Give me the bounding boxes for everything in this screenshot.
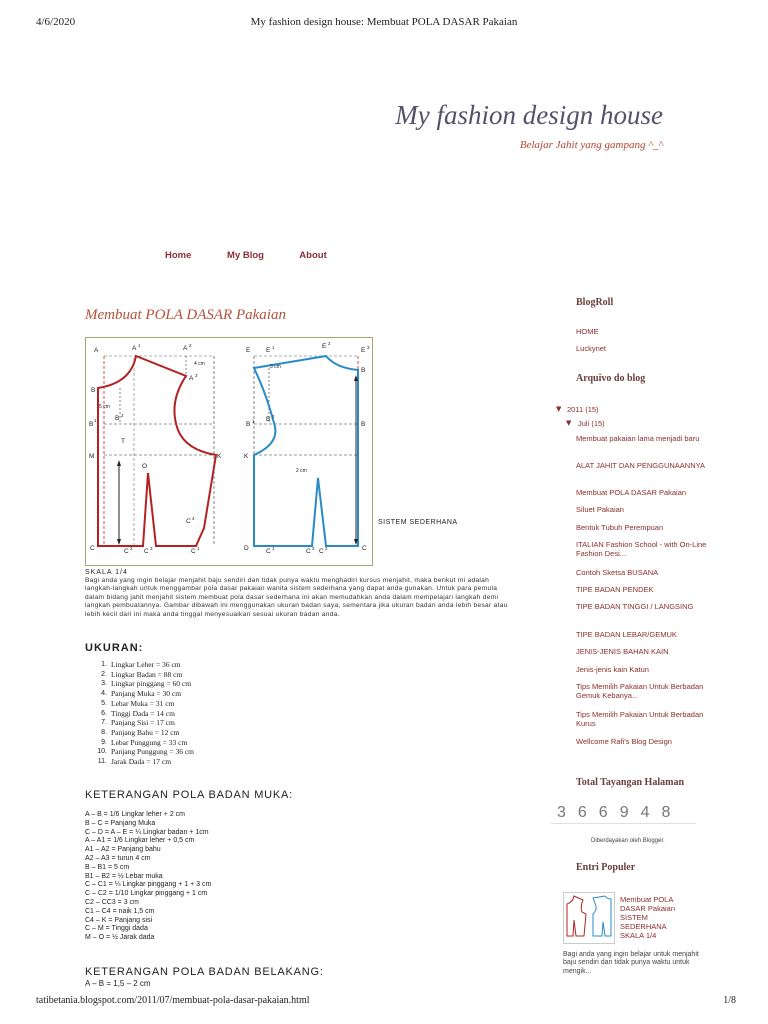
divider bbox=[551, 823, 696, 824]
nav-about[interactable]: About bbox=[299, 250, 327, 261]
svg-text:3 cm: 3 cm bbox=[270, 364, 281, 370]
list-item: 7. Panjang Sisi = 17 cm bbox=[101, 718, 175, 728]
list-item: 8. Panjang Bahu = 12 cm bbox=[101, 727, 180, 737]
pattern-drawing bbox=[86, 338, 372, 565]
list-item: 11. Jarak Dada = 17 cm bbox=[97, 757, 172, 767]
archive-year[interactable]: 2011 (15) bbox=[567, 405, 599, 414]
measurements-list bbox=[85, 660, 194, 767]
svg-text:E: E bbox=[266, 347, 271, 354]
svg-text:5 cm: 5 cm bbox=[99, 404, 110, 410]
list-item: C4 – K = Panjang sisi bbox=[85, 916, 153, 924]
archive-post-link[interactable]: Bentuk Tubuh Perempuan bbox=[576, 523, 664, 532]
list-item: C – D = A – E = ¼ Lingkar badan + 1cm bbox=[85, 828, 209, 836]
blogroll-link-home[interactable]: HOME bbox=[576, 327, 599, 336]
svg-text:3: 3 bbox=[195, 373, 198, 378]
archive-post-link[interactable]: Jenis-jenis kain Katun bbox=[576, 665, 649, 674]
svg-text:B: B bbox=[91, 387, 96, 394]
svg-text:M: M bbox=[89, 453, 95, 460]
svg-text:C: C bbox=[144, 548, 149, 555]
blogroll-link-luckynet[interactable]: Luckynet bbox=[576, 344, 607, 353]
svg-text:3: 3 bbox=[312, 546, 315, 551]
svg-text:A: A bbox=[94, 347, 99, 354]
svg-text:2: 2 bbox=[121, 413, 124, 418]
list-item: C – C2 = 1/10 Lingkar pinggang + 1 cm bbox=[85, 890, 208, 898]
list-item: C1 – C4 = naik 1,5 cm bbox=[85, 907, 155, 915]
svg-text:K: K bbox=[217, 453, 222, 460]
svg-text:A: A bbox=[183, 345, 188, 352]
list-item: 5. Lebar Muka = 31 cm bbox=[101, 698, 175, 708]
svg-text:1: 1 bbox=[138, 343, 141, 348]
figure-caption: SISTEM SEDERHANA bbox=[378, 519, 458, 526]
archive-month[interactable]: Juli (15) bbox=[578, 419, 605, 428]
pageviews-heading: Total Tayangan Halaman bbox=[576, 777, 685, 788]
archive-post-link[interactable]: TIPE BADAN PENDEK bbox=[576, 585, 654, 594]
svg-text:E: E bbox=[322, 343, 327, 350]
blog-description: Belajar Jahit yang gampang ^_^ bbox=[519, 139, 663, 151]
print-url: tatibetania.blogspot.com/2011/07/membuat-pola-dasar-pakaian.html bbox=[36, 995, 310, 1006]
ket-belakang-first-item: A – B = 1,5 – 2 cm bbox=[85, 979, 151, 988]
list-item: A1 – A2 = Panjang bahu bbox=[85, 846, 161, 854]
svg-text:1: 1 bbox=[272, 345, 275, 350]
archive-post-link[interactable]: Siluet Pakaian bbox=[576, 505, 624, 514]
svg-text:C: C bbox=[266, 548, 271, 555]
svg-text:3: 3 bbox=[367, 345, 370, 350]
archive-post-link[interactable]: Tips Memilih Pakaian Untuk Berbadan Kurus bbox=[576, 710, 704, 728]
svg-text:O: O bbox=[142, 463, 148, 470]
list-item: 6. Tinggi Dada = 14 cm bbox=[101, 708, 175, 718]
popular-post-snippet: Bagi anda yang ingin belajar untuk menjahit baju sendiri dan tidak punya waktu untuk mengik... bbox=[563, 951, 699, 975]
svg-text:C: C bbox=[191, 548, 196, 555]
svg-text:K: K bbox=[244, 453, 249, 460]
archive-post-link[interactable]: TIPE BADAN LEBAR/GEMUK bbox=[576, 630, 677, 639]
svg-text:1: 1 bbox=[252, 419, 255, 424]
ket-muka-heading: KETERANGAN POLA BADAN MUKA: bbox=[85, 789, 294, 801]
svg-text:4 cm: 4 cm bbox=[194, 361, 205, 367]
ket-belakang-heading: KETERANGAN POLA BADAN BELAKANG: bbox=[85, 966, 324, 978]
svg-text:2 cm: 2 cm bbox=[296, 468, 307, 474]
svg-text:B: B bbox=[266, 416, 271, 423]
pageview-counter: 366948 bbox=[557, 804, 683, 821]
popular-post-title[interactable]: Membuat POLA DASAR Pakaian SISTEM SEDERHANA SKALA 1/4 bbox=[620, 895, 676, 940]
list-item: B – C = Panjang Muka bbox=[85, 819, 156, 827]
nav-home[interactable]: Home bbox=[165, 250, 192, 261]
list-item: M – O = ½ Jarak dada bbox=[85, 934, 155, 942]
svg-text:2: 2 bbox=[189, 343, 192, 348]
list-item: 1. Lingkar Leher = 36 cm bbox=[101, 660, 181, 669]
archive-post-link[interactable]: Wellcome Rafi's Blog Design bbox=[576, 737, 672, 746]
expand-triangle-icon[interactable]: ▼ bbox=[566, 419, 572, 427]
list-item: A – B = 1/6 Lingkar leher + 2 cm bbox=[85, 811, 186, 818]
svg-text:B: B bbox=[115, 415, 120, 422]
svg-text:B: B bbox=[89, 421, 94, 428]
archive-post-link[interactable]: ITALIAN Fashion School - with On-Line Fashion Desi... bbox=[576, 540, 707, 558]
list-item: C2 – CC3 = 3 cm bbox=[85, 898, 139, 906]
svg-text:2: 2 bbox=[272, 414, 275, 419]
print-date: 4/6/2020 bbox=[36, 16, 76, 28]
svg-text:C: C bbox=[90, 545, 95, 552]
svg-text:C: C bbox=[362, 545, 367, 552]
svg-text:A: A bbox=[132, 345, 137, 352]
scale-label: SKALA 1/4 bbox=[85, 569, 128, 576]
intro-paragraph: Bagi anda yang ingin belajar menjahit baju sendiri dan tidak punya waktu menghadiri kursus menjahit, maka berikut ini adalah langkah-langkah untuk menggambar pola dasar pakaian wanita sistem sederhana yang dapat anda gunakan. Untuk para pemula dalam bidang jahit menjahit sistem membuat pola dasar sederhana ini akan memudahkan anda dalam mempelajari langkah demi langkah pembuatannya. Gambar dibawah ini menggunakan ukuran badan saya, sementara jika ukuran badan anda lebih besar atau lebih kecil dari ini maka anda tinggal menyesuaikan sesuai ukuran badan anda. bbox=[85, 577, 508, 618]
archive-post-link[interactable]: Tips Memilih Pakaian Untuk Berbadan Gemuk Kebanya... bbox=[576, 682, 704, 700]
svg-text:2: 2 bbox=[130, 546, 133, 551]
list-item: 2. Lingkar Badan = 88 cm bbox=[101, 669, 183, 679]
svg-text:B: B bbox=[361, 421, 366, 428]
archive-post-link[interactable]: Membuat pakaian lama menjadi baru bbox=[576, 434, 700, 443]
svg-text:1: 1 bbox=[94, 418, 97, 423]
list-item: 3. Lingkar pinggang = 60 cm bbox=[101, 679, 192, 689]
archive-post-link[interactable]: Membuat POLA DASAR Pakaian bbox=[576, 488, 687, 497]
svg-text:C: C bbox=[186, 518, 191, 525]
svg-text:T: T bbox=[121, 438, 125, 445]
list-item: B1 – B2 = ½ Lebar muka bbox=[85, 872, 163, 880]
svg-text:B: B bbox=[246, 421, 251, 428]
blog-title[interactable]: My fashion design house bbox=[395, 100, 663, 130]
svg-text:D: D bbox=[244, 545, 249, 552]
list-item: C – C1 = ¼ Lingkar pinggang + 1 + 3 cm bbox=[85, 881, 212, 889]
blogroll-heading: BlogRoll bbox=[576, 297, 614, 308]
nav-my-blog[interactable]: My Blog bbox=[227, 250, 264, 261]
expand-triangle-icon[interactable]: ▼ bbox=[556, 405, 562, 413]
list-item: 9. Lebar Punggung = 33 cm bbox=[101, 737, 188, 747]
svg-text:E: E bbox=[246, 347, 251, 354]
svg-text:C: C bbox=[124, 548, 129, 555]
main-nav bbox=[165, 250, 360, 261]
print-page-number: 1/8 bbox=[723, 995, 736, 1006]
list-item: A – A1 = 1/6 Lingkar leher + 0,5 cm bbox=[85, 837, 195, 845]
ket-muka-list bbox=[85, 811, 211, 943]
svg-text:C: C bbox=[319, 548, 324, 555]
list-item: 4. Panjang Muka = 30 cm bbox=[101, 689, 182, 699]
svg-text:3: 3 bbox=[150, 546, 153, 551]
archive-post-link[interactable]: TIPE BADAN TINGGI / LANGSING bbox=[576, 602, 694, 611]
ukuran-heading: UKURAN: bbox=[85, 642, 144, 654]
svg-text:2: 2 bbox=[328, 341, 331, 346]
svg-text:A: A bbox=[189, 375, 194, 382]
svg-text:2: 2 bbox=[325, 546, 328, 551]
pattern-figure bbox=[85, 337, 373, 566]
archive-post-link[interactable]: JENIS-JENIS BAHAN KAIN bbox=[576, 647, 669, 656]
list-item: A2 – A3 = turun 4 cm bbox=[85, 854, 151, 862]
svg-text:1: 1 bbox=[272, 546, 275, 551]
archive-post-link[interactable]: Contoh Sketsa BUSANA bbox=[576, 568, 659, 577]
powered-by[interactable]: Diberdayakan oleh Blogger. bbox=[591, 838, 665, 844]
svg-text:1: 1 bbox=[197, 546, 200, 551]
svg-text:E: E bbox=[361, 347, 366, 354]
popular-post-thumbnail[interactable] bbox=[563, 892, 615, 944]
list-item: C – M = Tinggi dada bbox=[85, 925, 148, 933]
archive-post-link[interactable]: ALAT JAHIT DAN PENGGUNAANNYA bbox=[576, 461, 706, 470]
post-title[interactable]: Membuat POLA DASAR Pakaian bbox=[85, 307, 286, 323]
svg-text:C: C bbox=[306, 548, 311, 555]
svg-text:4: 4 bbox=[192, 516, 195, 521]
list-item: B – B1 = 5 cm bbox=[85, 863, 130, 871]
print-page-title: My fashion design house: Membuat POLA DASAR Pakaian bbox=[250, 16, 518, 28]
archive-heading: Arquivo do blog bbox=[576, 373, 646, 384]
list-item: 10. Panjang Punggung = 36 cm bbox=[97, 747, 194, 757]
popular-heading: Entri Populer bbox=[576, 862, 636, 873]
svg-text:B: B bbox=[361, 367, 366, 374]
